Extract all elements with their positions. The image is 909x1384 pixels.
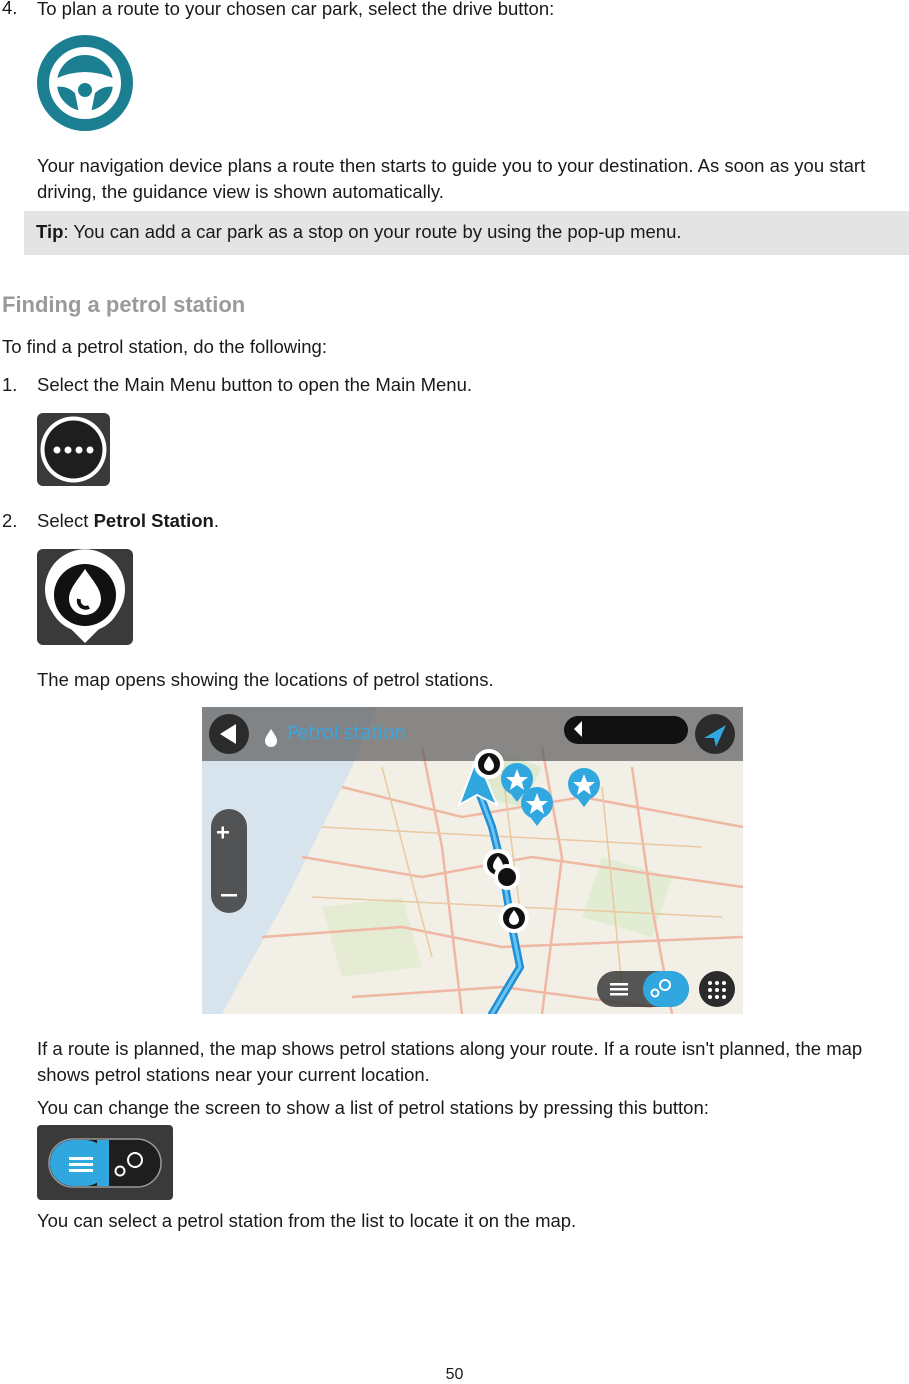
section-heading: Finding a petrol station — [2, 292, 246, 317]
text-suffix: . — [213, 510, 219, 531]
section-intro: To find a petrol station, do the following: — [2, 336, 327, 357]
paragraph: Your navigation device plans a route then starts to guide you to your destination. As soon as you start driving, the guidance view is shown automatically. — [37, 155, 866, 202]
petrol-drop-icon — [37, 549, 133, 650]
main-menu-icon — [37, 413, 110, 491]
step-number: 1. — [2, 374, 18, 395]
list-toggle-icon — [37, 1125, 173, 1205]
map-title: Petrol station — [287, 722, 406, 744]
text-prefix: Select — [37, 510, 94, 531]
page-number: 50 — [445, 1366, 464, 1383]
steering-wheel-icon — [37, 35, 133, 136]
tip-box — [24, 211, 909, 255]
bold-label: Petrol Station — [93, 510, 214, 531]
step-text — [37, 508, 219, 534]
paragraph: If a route is planned, the map shows petrol stations along your route. If a route isn't planned, the map shows petrol stations near your current location. — [37, 1038, 863, 1085]
step-number: 4. — [2, 0, 18, 18]
map-screenshot — [202, 707, 743, 1014]
tip-text — [36, 221, 682, 243]
tip-body: : You can add a car park as a stop on your route by using the pop-up menu. — [63, 221, 682, 242]
tip-label: Tip — [36, 221, 64, 242]
paragraph: You can change the screen to show a list of petrol stations by pressing this button: — [37, 1097, 709, 1118]
paragraph: The map opens showing the locations of petrol stations. — [37, 669, 494, 690]
step-text: Select the Main Menu button to open the Main Menu. — [37, 374, 473, 395]
step-number: 2. — [2, 510, 18, 531]
paragraph: You can select a petrol station from the list to locate it on the map. — [37, 1210, 577, 1231]
step-text: To plan a route to your chosen car park, select the drive button: — [37, 0, 555, 19]
